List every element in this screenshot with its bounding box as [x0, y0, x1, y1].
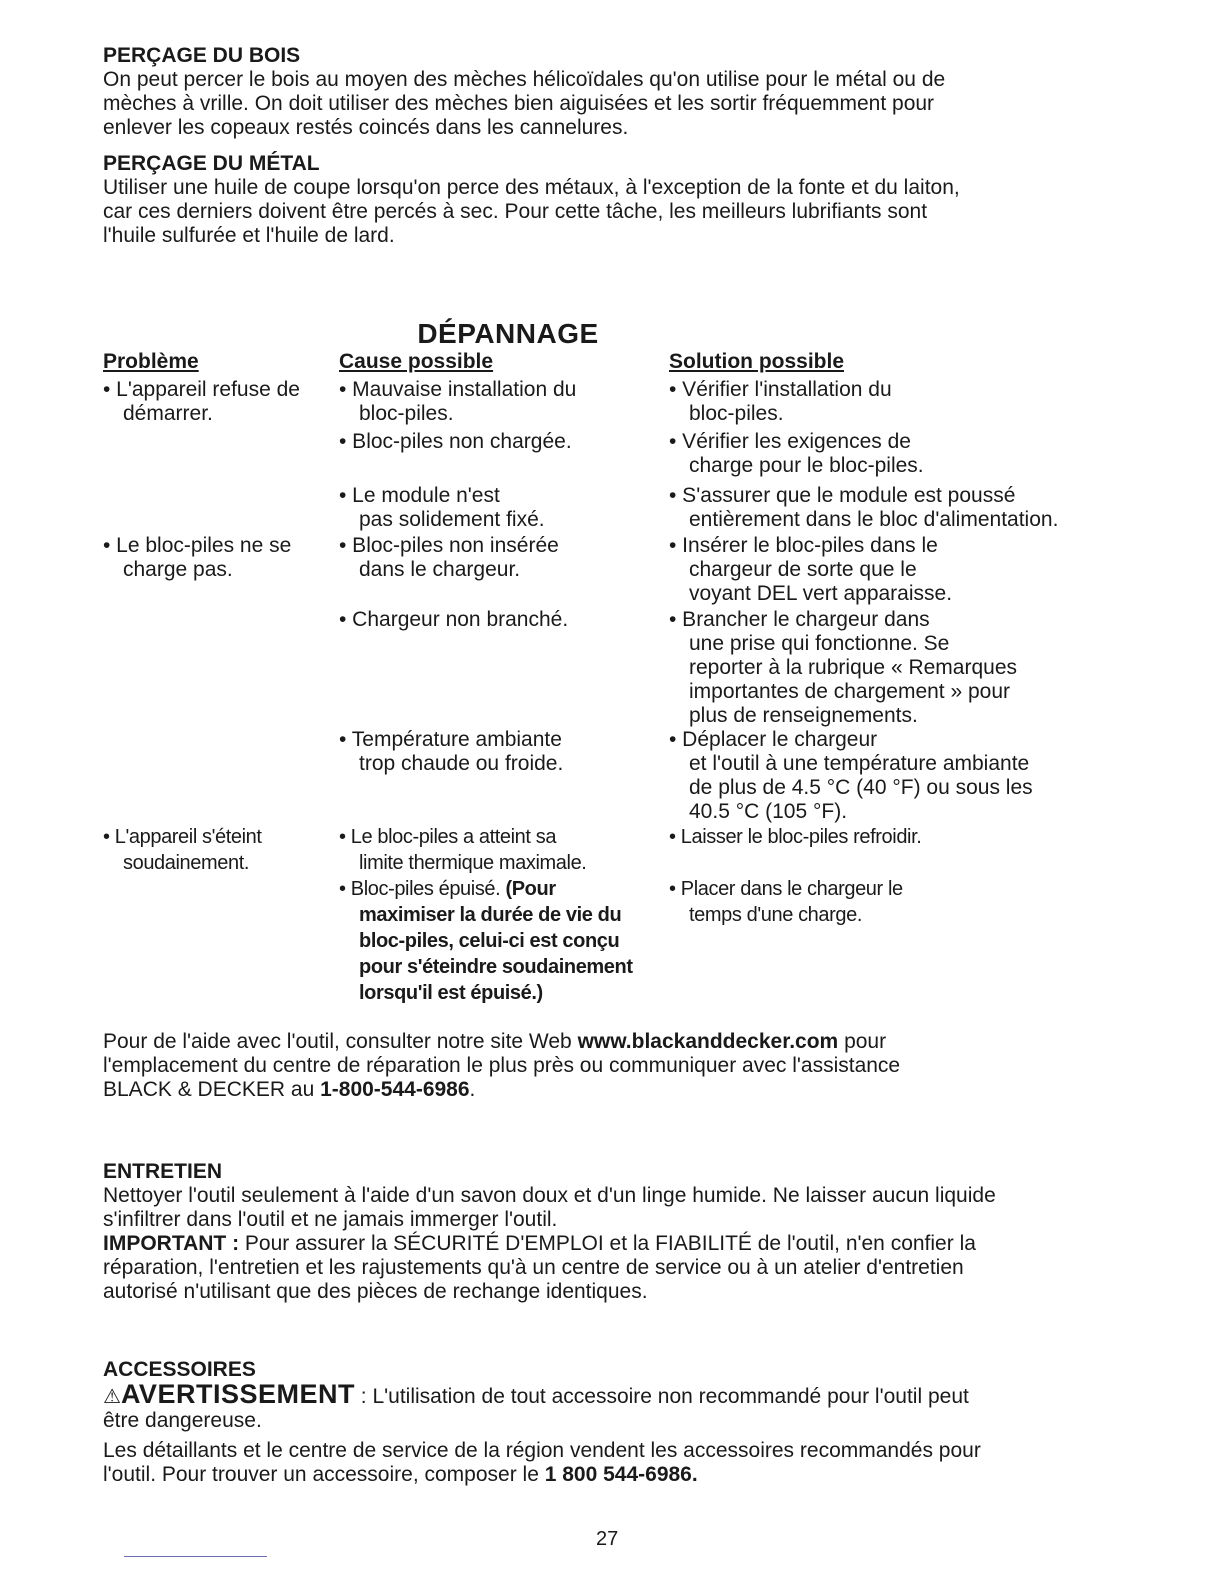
- cause-text: • Mauvaise installation du: [339, 378, 577, 401]
- cause-text: • Bloc-piles non chargée.: [339, 430, 572, 453]
- maintenance-line: Nettoyer l'outil seulement à l'aide d'un savon doux et d'un linge humide. Ne laisser aucun liquide: [103, 1184, 996, 1207]
- solution-text: de plus de 4.5 °C (40 °F) ou sous les: [689, 776, 1033, 799]
- solution-cell: [669, 608, 1017, 728]
- accessories-section: [103, 1358, 1113, 1487]
- cause-text: • Bloc-piles épuisé.: [339, 878, 501, 900]
- metal-line: Utiliser une huile de coupe lorsqu'on perce des métaux, à l'exception de la fonte et du laiton,: [103, 176, 960, 199]
- cause-text: pas solidement fixé.: [359, 508, 545, 531]
- solution-text: • Vérifier les exigences de: [669, 430, 911, 453]
- footer-rule: [124, 1556, 267, 1557]
- accessories-text: l'outil. Pour trouver un accessoire, composer le: [103, 1463, 545, 1486]
- cause-cell: [339, 484, 545, 532]
- cause-text: bloc-piles.: [359, 402, 454, 425]
- important-line: réparation, l'entretien et les rajustements qu'à un centre de service ou à un atelier d'entretien: [103, 1256, 964, 1279]
- maintenance-section: [103, 1160, 1113, 1304]
- contact-text: .: [469, 1078, 476, 1101]
- problem-text: démarrer.: [123, 402, 213, 425]
- troubleshooting-title: DÉPANNAGE: [417, 318, 599, 349]
- problem-cell: [103, 824, 262, 876]
- wood-line: enlever les copeaux restés coincés dans les cannelures.: [103, 116, 629, 139]
- contact-text: BLACK & DECKER au: [103, 1078, 321, 1101]
- accessories-heading: ACCESSOIRES: [103, 1358, 256, 1381]
- solution-text: bloc-piles.: [689, 402, 784, 425]
- solution-text: et l'outil à une température ambiante: [689, 752, 1030, 775]
- solution-text: • Brancher le chargeur dans: [669, 608, 930, 631]
- cause-cell: [339, 378, 576, 426]
- page-number: 27: [596, 1528, 619, 1550]
- troubleshooting-table: [103, 318, 1113, 1008]
- cause-text: trop chaude ou froide.: [359, 752, 564, 775]
- solution-text: • Vérifier l'installation du: [669, 378, 892, 401]
- cause-note-bold: lorsqu'il est épuisé.): [359, 982, 543, 1004]
- warning-label: AVERTISSEMENT: [120, 1379, 355, 1409]
- cause-note-bold: pour s'éteindre soudainement: [359, 956, 633, 978]
- solution-text: une prise qui fonctionne. Se: [689, 632, 950, 655]
- metal-line: l'huile sulfurée et l'huile de lard.: [103, 224, 395, 247]
- cause-note-bold: maximiser la durée de vie du: [359, 904, 622, 926]
- warning-icon: ⚠: [103, 1386, 121, 1408]
- metal-line: car ces derniers doivent être percés à sec. Pour cette tâche, les meilleurs lubrifiants sont: [103, 200, 928, 223]
- solution-text: voyant DEL vert apparaisse.: [689, 582, 953, 605]
- important-line: autorisé n'utilisant que des pièces de rechange identiques.: [103, 1280, 648, 1303]
- maintenance-heading: ENTRETIEN: [103, 1160, 223, 1183]
- contact-text: pour: [838, 1030, 887, 1053]
- important-label: IMPORTANT :: [103, 1232, 240, 1255]
- solution-text: • Insérer le bloc-piles dans le: [669, 534, 938, 557]
- problem-cell: [103, 534, 291, 582]
- problem-cell: [103, 378, 300, 426]
- solution-cell: [669, 728, 1033, 824]
- column-header-cause: Cause possible: [339, 350, 494, 373]
- solution-text: reporter à la rubrique « Remarques: [689, 656, 1018, 679]
- wood-line: mèches à vrille. On doit utiliser des mèches bien aiguisées et les sortir fréquemment pour: [103, 92, 935, 115]
- solution-text: entièrement dans le bloc d'alimentation.: [689, 508, 1059, 531]
- cause-text: • Bloc-piles non insérée: [339, 534, 559, 557]
- cause-cell: [339, 824, 586, 876]
- website-link[interactable]: www.blackanddecker.com: [577, 1030, 839, 1053]
- wood-heading: PERÇAGE DU BOIS: [103, 44, 301, 67]
- solution-cell: [669, 876, 903, 928]
- problem-text: • L'appareil refuse de: [103, 378, 300, 401]
- solution-text: importantes de chargement » pour: [689, 680, 1011, 703]
- contact-line: l'emplacement du centre de réparation le plus près ou communiquer avec l'assistance: [103, 1054, 901, 1077]
- solution-cell: [669, 534, 952, 606]
- solution-cell: [669, 430, 924, 478]
- cause-text: • Température ambiante: [339, 728, 562, 751]
- solution-text: • Déplacer le chargeur: [669, 728, 878, 751]
- phone-number: 1-800-544-6986: [320, 1078, 470, 1101]
- accessories-line: [103, 1463, 1113, 1487]
- warning-text: : L'utilisation de tout accessoire non recommandé pour l'outil peut: [354, 1385, 969, 1408]
- important-line: [103, 1232, 1113, 1256]
- wood-line: On peut percer le bois au moyen des mèches hélicoïdales qu'on utilise pour le métal ou de: [103, 68, 946, 91]
- maintenance-line: s'infiltrer dans l'outil et ne jamais immerger l'outil.: [103, 1208, 558, 1231]
- cause-cell: [339, 876, 633, 1006]
- column-header-solution: Solution possible: [669, 350, 845, 373]
- cause-cell: [339, 728, 563, 776]
- cause-text: • Chargeur non branché.: [339, 608, 569, 631]
- cause-text: dans le chargeur.: [359, 558, 521, 581]
- solution-text: • Laisser le bloc-piles refroidir.: [669, 826, 922, 848]
- cause-cell: [339, 534, 559, 582]
- contact-line: [103, 1078, 1113, 1102]
- contact-line: [103, 1030, 1113, 1054]
- cause-cell: [339, 430, 572, 454]
- cause-note-bold: (Pour: [505, 878, 556, 900]
- metal-heading: PERÇAGE DU MÉTAL: [103, 152, 320, 175]
- cause-text: • Le bloc-piles a atteint sa: [339, 826, 557, 848]
- solution-text: temps d'une charge.: [689, 904, 862, 926]
- solution-text: 40.5 °C (105 °F).: [689, 800, 848, 823]
- solution-text: plus de renseignements.: [689, 704, 918, 727]
- solution-cell: [669, 824, 921, 850]
- drilling-sections: [103, 44, 1113, 248]
- contact-text: Pour de l'aide avec l'outil, consulter notre site Web: [103, 1030, 578, 1053]
- problem-text: soudainement.: [123, 852, 250, 874]
- cause-text: limite thermique maximale.: [359, 852, 587, 874]
- solution-text: • S'assurer que le module est poussé: [669, 484, 1016, 507]
- accessories-line: Les détaillants et le centre de service de la région vendent les accessoires recommandés pour: [103, 1439, 981, 1462]
- solution-cell: [669, 378, 892, 426]
- phone-number: 1 800 544-6986.: [544, 1463, 698, 1486]
- solution-text: • Placer dans le chargeur le: [669, 878, 903, 900]
- cause-note-bold: bloc-piles, celui-ci est conçu: [359, 930, 620, 952]
- cause-text: • Le module n'est: [339, 484, 500, 507]
- cause-cell: [339, 608, 568, 632]
- important-text: Pour assurer la SÉCURITÉ D'EMPLOI et la FIABILITÉ de l'outil, n'en confier la: [239, 1232, 976, 1255]
- contact-paragraph: [103, 1030, 1113, 1102]
- problem-text: • L'appareil s'éteint: [103, 826, 262, 848]
- solution-text: charge pour le bloc-piles.: [689, 454, 924, 477]
- column-header-problem: Problème: [103, 350, 199, 373]
- warning-line: [103, 1379, 1113, 1409]
- solution-cell: [669, 484, 1058, 532]
- problem-text: • Le bloc-piles ne se: [103, 534, 292, 557]
- solution-text: chargeur de sorte que le: [689, 558, 917, 581]
- warning-line: être dangereuse.: [103, 1409, 262, 1432]
- problem-text: charge pas.: [123, 558, 233, 581]
